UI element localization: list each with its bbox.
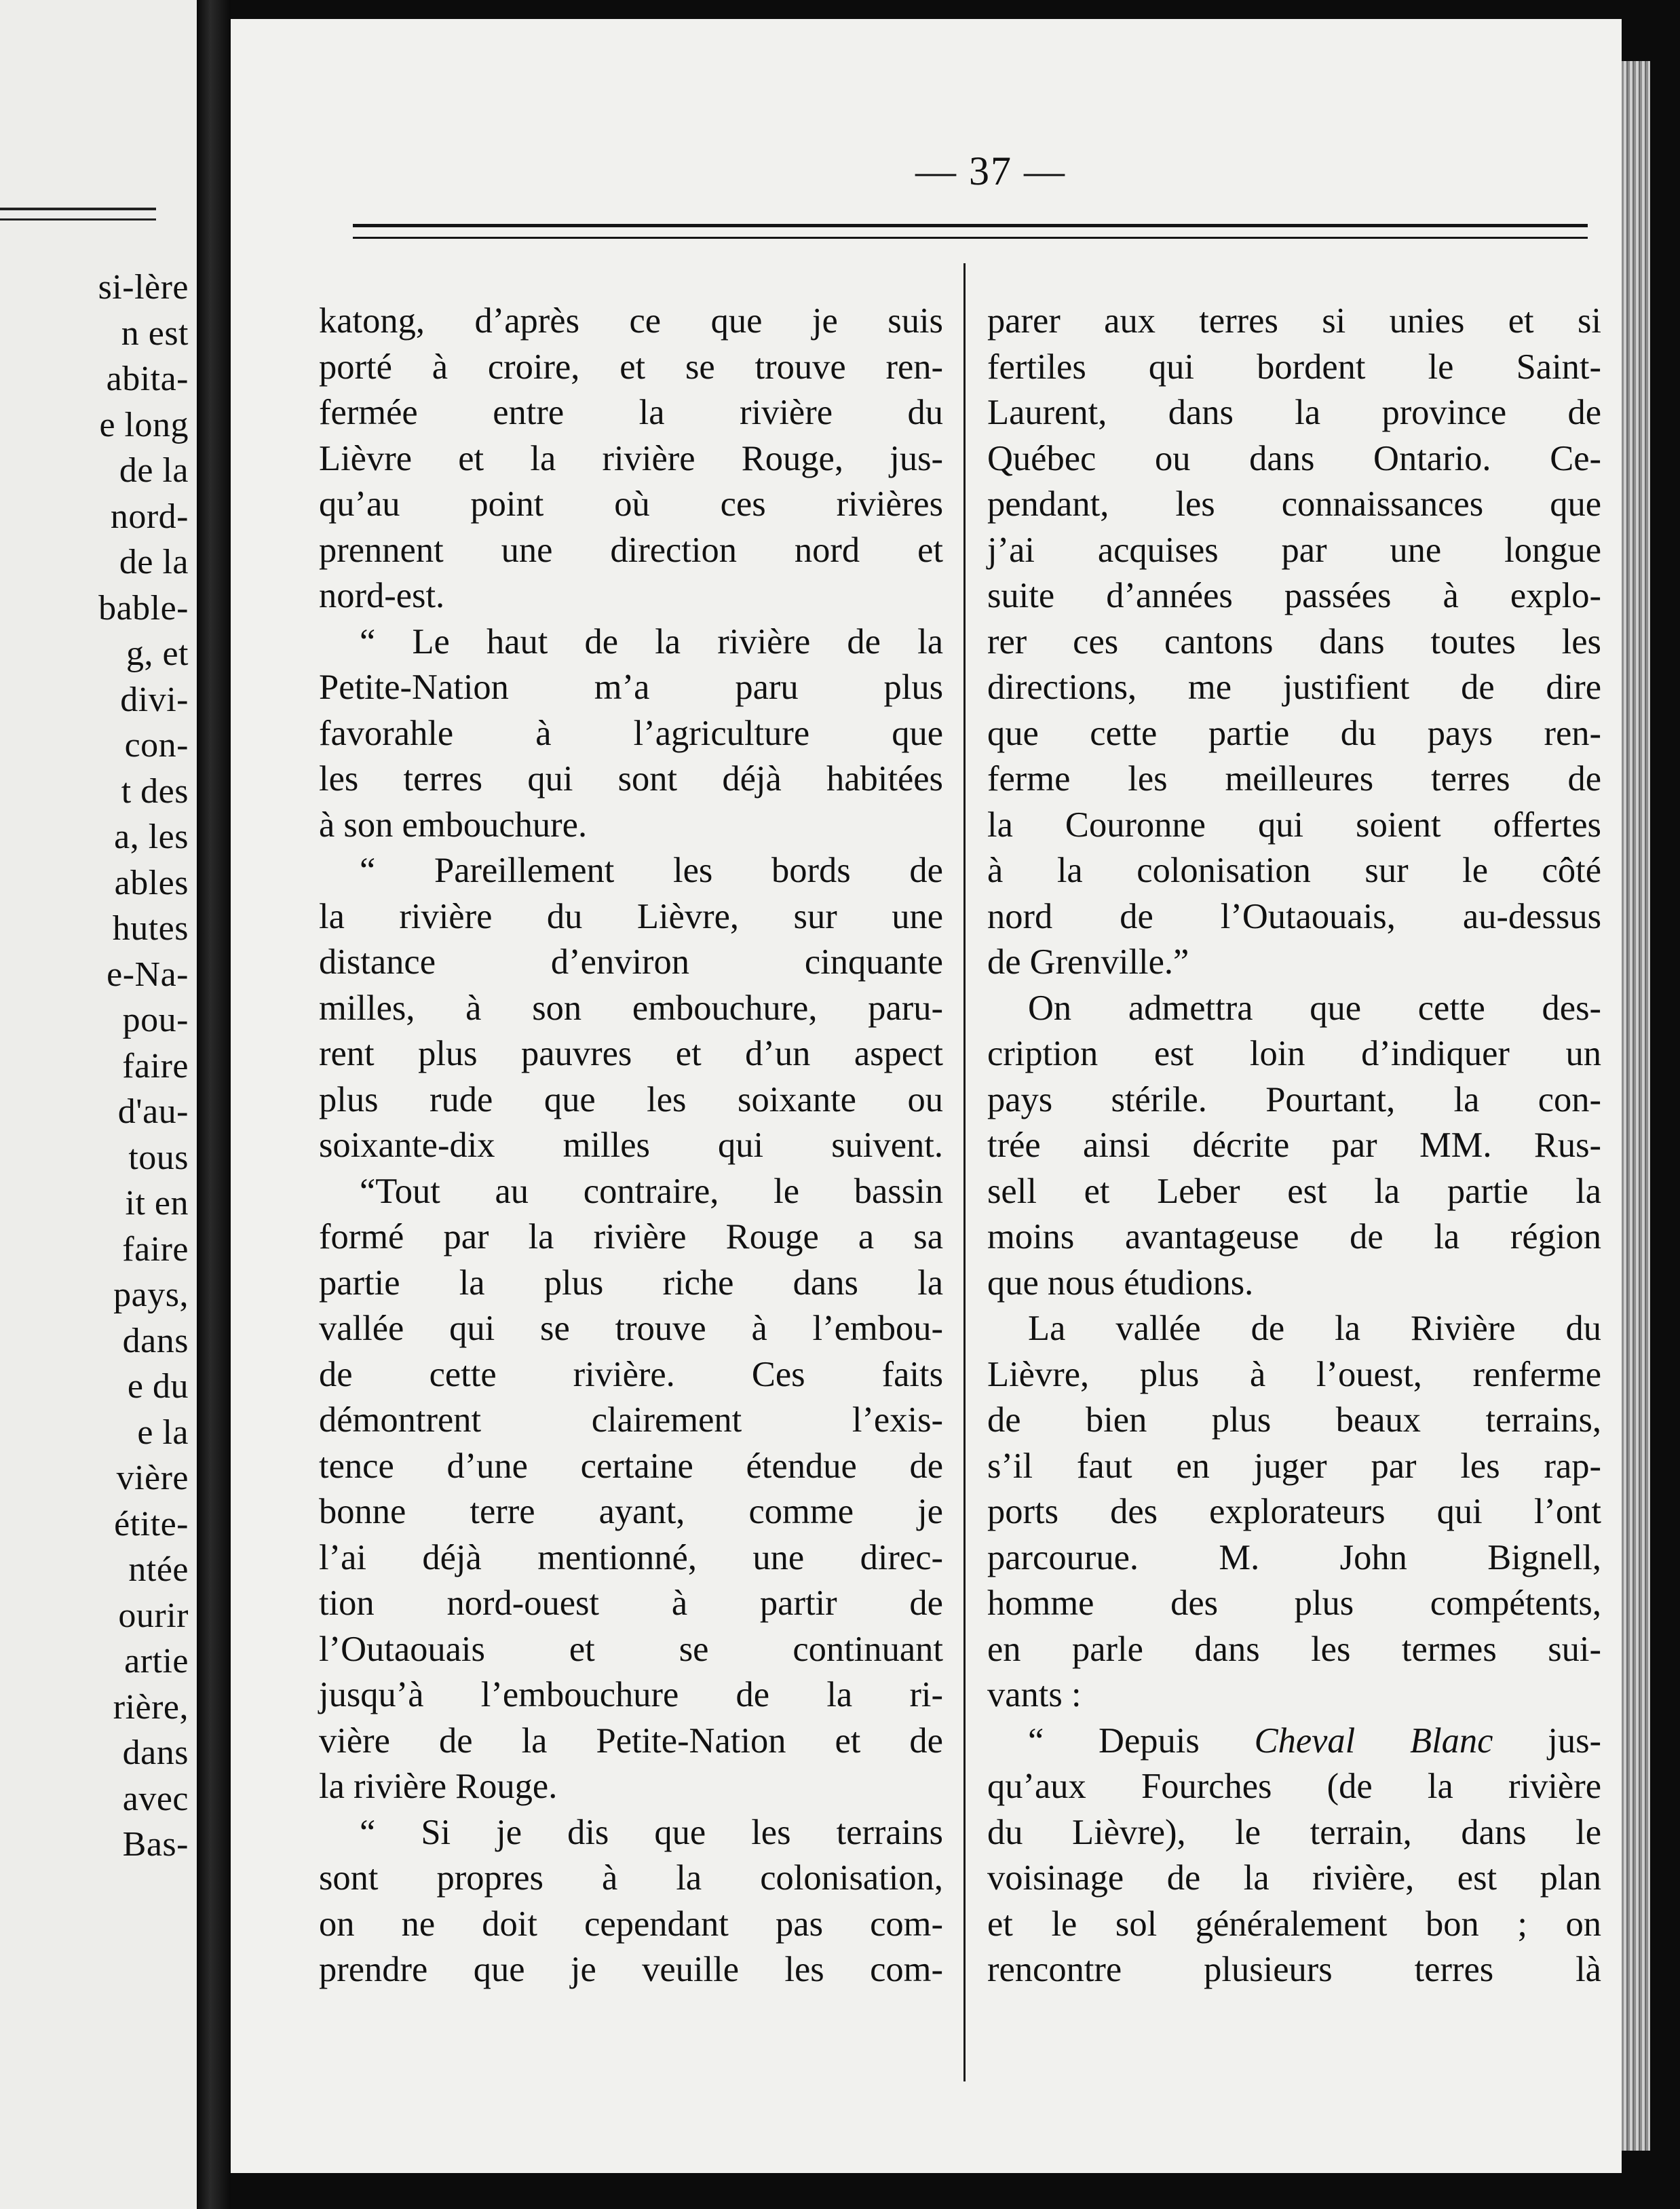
text-line: cription est loin d’indiquer un [987,1034,1601,1073]
fragment-line: g, et [126,634,189,673]
text-line: soixante-dix milles qui suivent. [319,1126,943,1165]
fragment-line: artie [124,1642,189,1680]
text-line: “ Pareillement les bords de [360,851,943,890]
text-line: l’Outaouais et se continuant [319,1629,943,1669]
fragment-line: ntée [128,1550,189,1589]
fragment-line: dans [122,1321,189,1360]
text-line: moins avantageuse de la région [987,1217,1601,1256]
text-line: suite d’années passées à explo- [987,576,1601,615]
fragment-line: vière [116,1459,189,1497]
text-line: “Tout au contraire, le bassin [360,1171,943,1211]
text-line: prendre que je veuille les com- [319,1950,943,1989]
text-line: Lièvre, plus à l’ouest, renferme [987,1354,1601,1394]
text-line: Québec ou dans Ontario. Ce- [987,438,1601,478]
text-line: directions, me justifient de dire [987,668,1601,707]
text-line: prennent une direction nord et [319,530,943,570]
text-line: la rivière Rouge. [319,1767,558,1806]
text-line: on ne doit cependant pas com- [319,1904,943,1944]
text-line: katong, d’après ce que je suis [319,301,943,341]
fragment-line: étite- [114,1504,189,1543]
text-line: “ Le haut de la rivière de la [360,621,943,661]
text-line: les terres qui sont déjà habitées [319,759,943,799]
text-line: homme des plus compétents, [987,1583,1601,1623]
text-line: bonne terre ayant, comme je [319,1492,943,1531]
text-line: sell et Leber est la partie la [987,1171,1601,1211]
text-line: vière de la Petite-Nation et de [319,1721,943,1761]
fragment-line: bable- [98,588,189,628]
text-line: plus rude que les soixante ou [319,1079,943,1119]
previous-page-header-rule [0,208,156,220]
text-line: tence d’une certaine étendue de [319,1446,943,1486]
fragment-line: ourir [118,1596,189,1635]
text-line: de cette rivière. Ces faits [319,1354,943,1394]
text-line: pendant, les connaissances que [987,484,1601,524]
text-line: la rivière du Lièvre, sur une [319,896,943,936]
text-line: sont propres à la colonisation, [319,1858,943,1898]
fragment-line: e la [137,1413,189,1452]
text-line: Petite-Nation m’a paru plus [319,668,943,707]
fragment-line: ables [114,863,189,902]
right-column [987,299,1601,1993]
fragment-line: si-lère [98,268,189,307]
fragment-line: e du [127,1367,189,1406]
text-line: fermée entre la rivière du [319,393,943,432]
fragment-line: hutes [112,909,189,948]
text-line [987,1718,1601,1765]
text-line: vallée qui se trouve à l’embou- [319,1309,943,1348]
page-edges [1622,61,1650,2151]
fragment-line: tous [128,1138,189,1177]
text-line: fertiles qui bordent le Saint- [987,347,1601,387]
text-line: trée ainsi décrite par MM. Rus- [987,1126,1601,1165]
fragment-line: it en [125,1184,189,1223]
text-line: nord de l’Outaouais, au-dessus [987,896,1601,936]
fragment-line: con- [124,726,189,765]
fragment-line: faire [122,1046,189,1086]
text-line: démontrent clairement l’exis- [319,1400,943,1440]
fragment-line: rière, [113,1687,189,1727]
fragment-line: Bas- [122,1825,189,1864]
text-line: jusqu’à l’embouchure de la ri- [319,1675,943,1714]
fragment-line: avec [122,1779,189,1818]
fragment-line: dans [122,1733,189,1772]
previous-page-fragment [0,0,199,2209]
fragment-line: e-Na- [107,955,189,994]
text-line: à la colonisation sur le côté [987,851,1601,890]
text-line: voisinage de la rivière, est plan [987,1858,1601,1898]
text-line: rer ces cantons dans toutes les [987,621,1601,661]
text-line: porté à croire, et se trouve ren- [319,347,943,387]
text-line: Lièvre et la rivière Rouge, jus- [319,438,943,478]
text-segment: “ Depuis [1028,1721,1255,1761]
fragment-line: de la [119,543,189,581]
text-line: qu’au point où ces rivières [319,484,943,524]
column-divider [963,263,966,2081]
text-line: à son embouchure. [319,805,588,845]
left-column [319,299,943,1993]
fragment-line: abita- [106,360,189,398]
text-line: j’ai acquises par une longue [987,530,1601,570]
text-line: pays stérile. Pourtant, la con- [987,1079,1601,1119]
fragment-line: a, les [114,818,189,856]
text-line: l’ai déjà mentionné, une direc- [319,1537,943,1577]
fragment-line: e long [99,405,189,444]
header-rule [353,224,1588,239]
text-line: que cette partie du pays ren- [987,713,1601,753]
fragment-line: pou- [122,1001,189,1039]
fragment-line: divi- [120,680,189,719]
fragment-line: pays, [113,1275,189,1314]
text-line: la Couronne qui soient offertes [987,805,1601,845]
fragment-line: d'au- [117,1092,189,1131]
text-line: de Grenville.” [987,942,1189,982]
text-line: en parle dans les termes sui- [987,1629,1601,1669]
italic-place-name: Cheval Blanc [1254,1721,1493,1761]
fragment-line: faire [122,1229,189,1269]
text-line: rent plus pauvres et d’un aspect [319,1034,943,1073]
page-number: — 37 — [915,149,1066,193]
text-line: tion nord-ouest à partir de [319,1583,943,1623]
text-line: nord-est. [319,576,445,615]
fragment-line: n est [121,313,189,353]
text-line: milles, à son embouchure, paru- [319,988,943,1028]
text-line: qu’aux Fourches (de la rivière [987,1767,1601,1806]
text-line: vants : [987,1675,1082,1714]
text-segment: jus- [1493,1721,1602,1761]
text-line: La vallée de la Rivière du [1028,1309,1601,1348]
text-line: On admettra que cette des- [1028,988,1601,1028]
text-line: du Lièvre), le terrain, dans le [987,1812,1601,1852]
text-line: rencontre plusieurs terres là [987,1950,1601,1989]
text-line: partie la plus riche dans la [319,1263,943,1303]
book-page [231,19,1622,2173]
text-line: ports des explorateurs qui l’ont [987,1492,1601,1531]
text-line: “ Si je dis que les terrains [360,1812,943,1852]
book-spine [197,0,231,2209]
text-line: que nous étudions. [987,1263,1254,1303]
text-line: ferme les meilleures terres de [987,759,1601,799]
text-line: s’il faut en juger par les rap- [987,1446,1601,1486]
text-line: et le sol généralement bon ; on [987,1904,1601,1944]
text-line: formé par la rivière Rouge a sa [319,1217,943,1256]
text-line: favorahle à l’agriculture que [319,713,943,753]
fragment-line: nord- [110,497,189,536]
fragment-line: de la [119,451,189,490]
text-line: parcourue. M. John Bignell, [987,1537,1601,1577]
text-line: Laurent, dans la province de [987,393,1601,432]
fragment-line: t des [121,771,189,811]
text-line: parer aux terres si unies et si [987,301,1601,341]
text-line: de bien plus beaux terrains, [987,1400,1601,1440]
text-line: distance d’environ cinquante [319,942,943,982]
